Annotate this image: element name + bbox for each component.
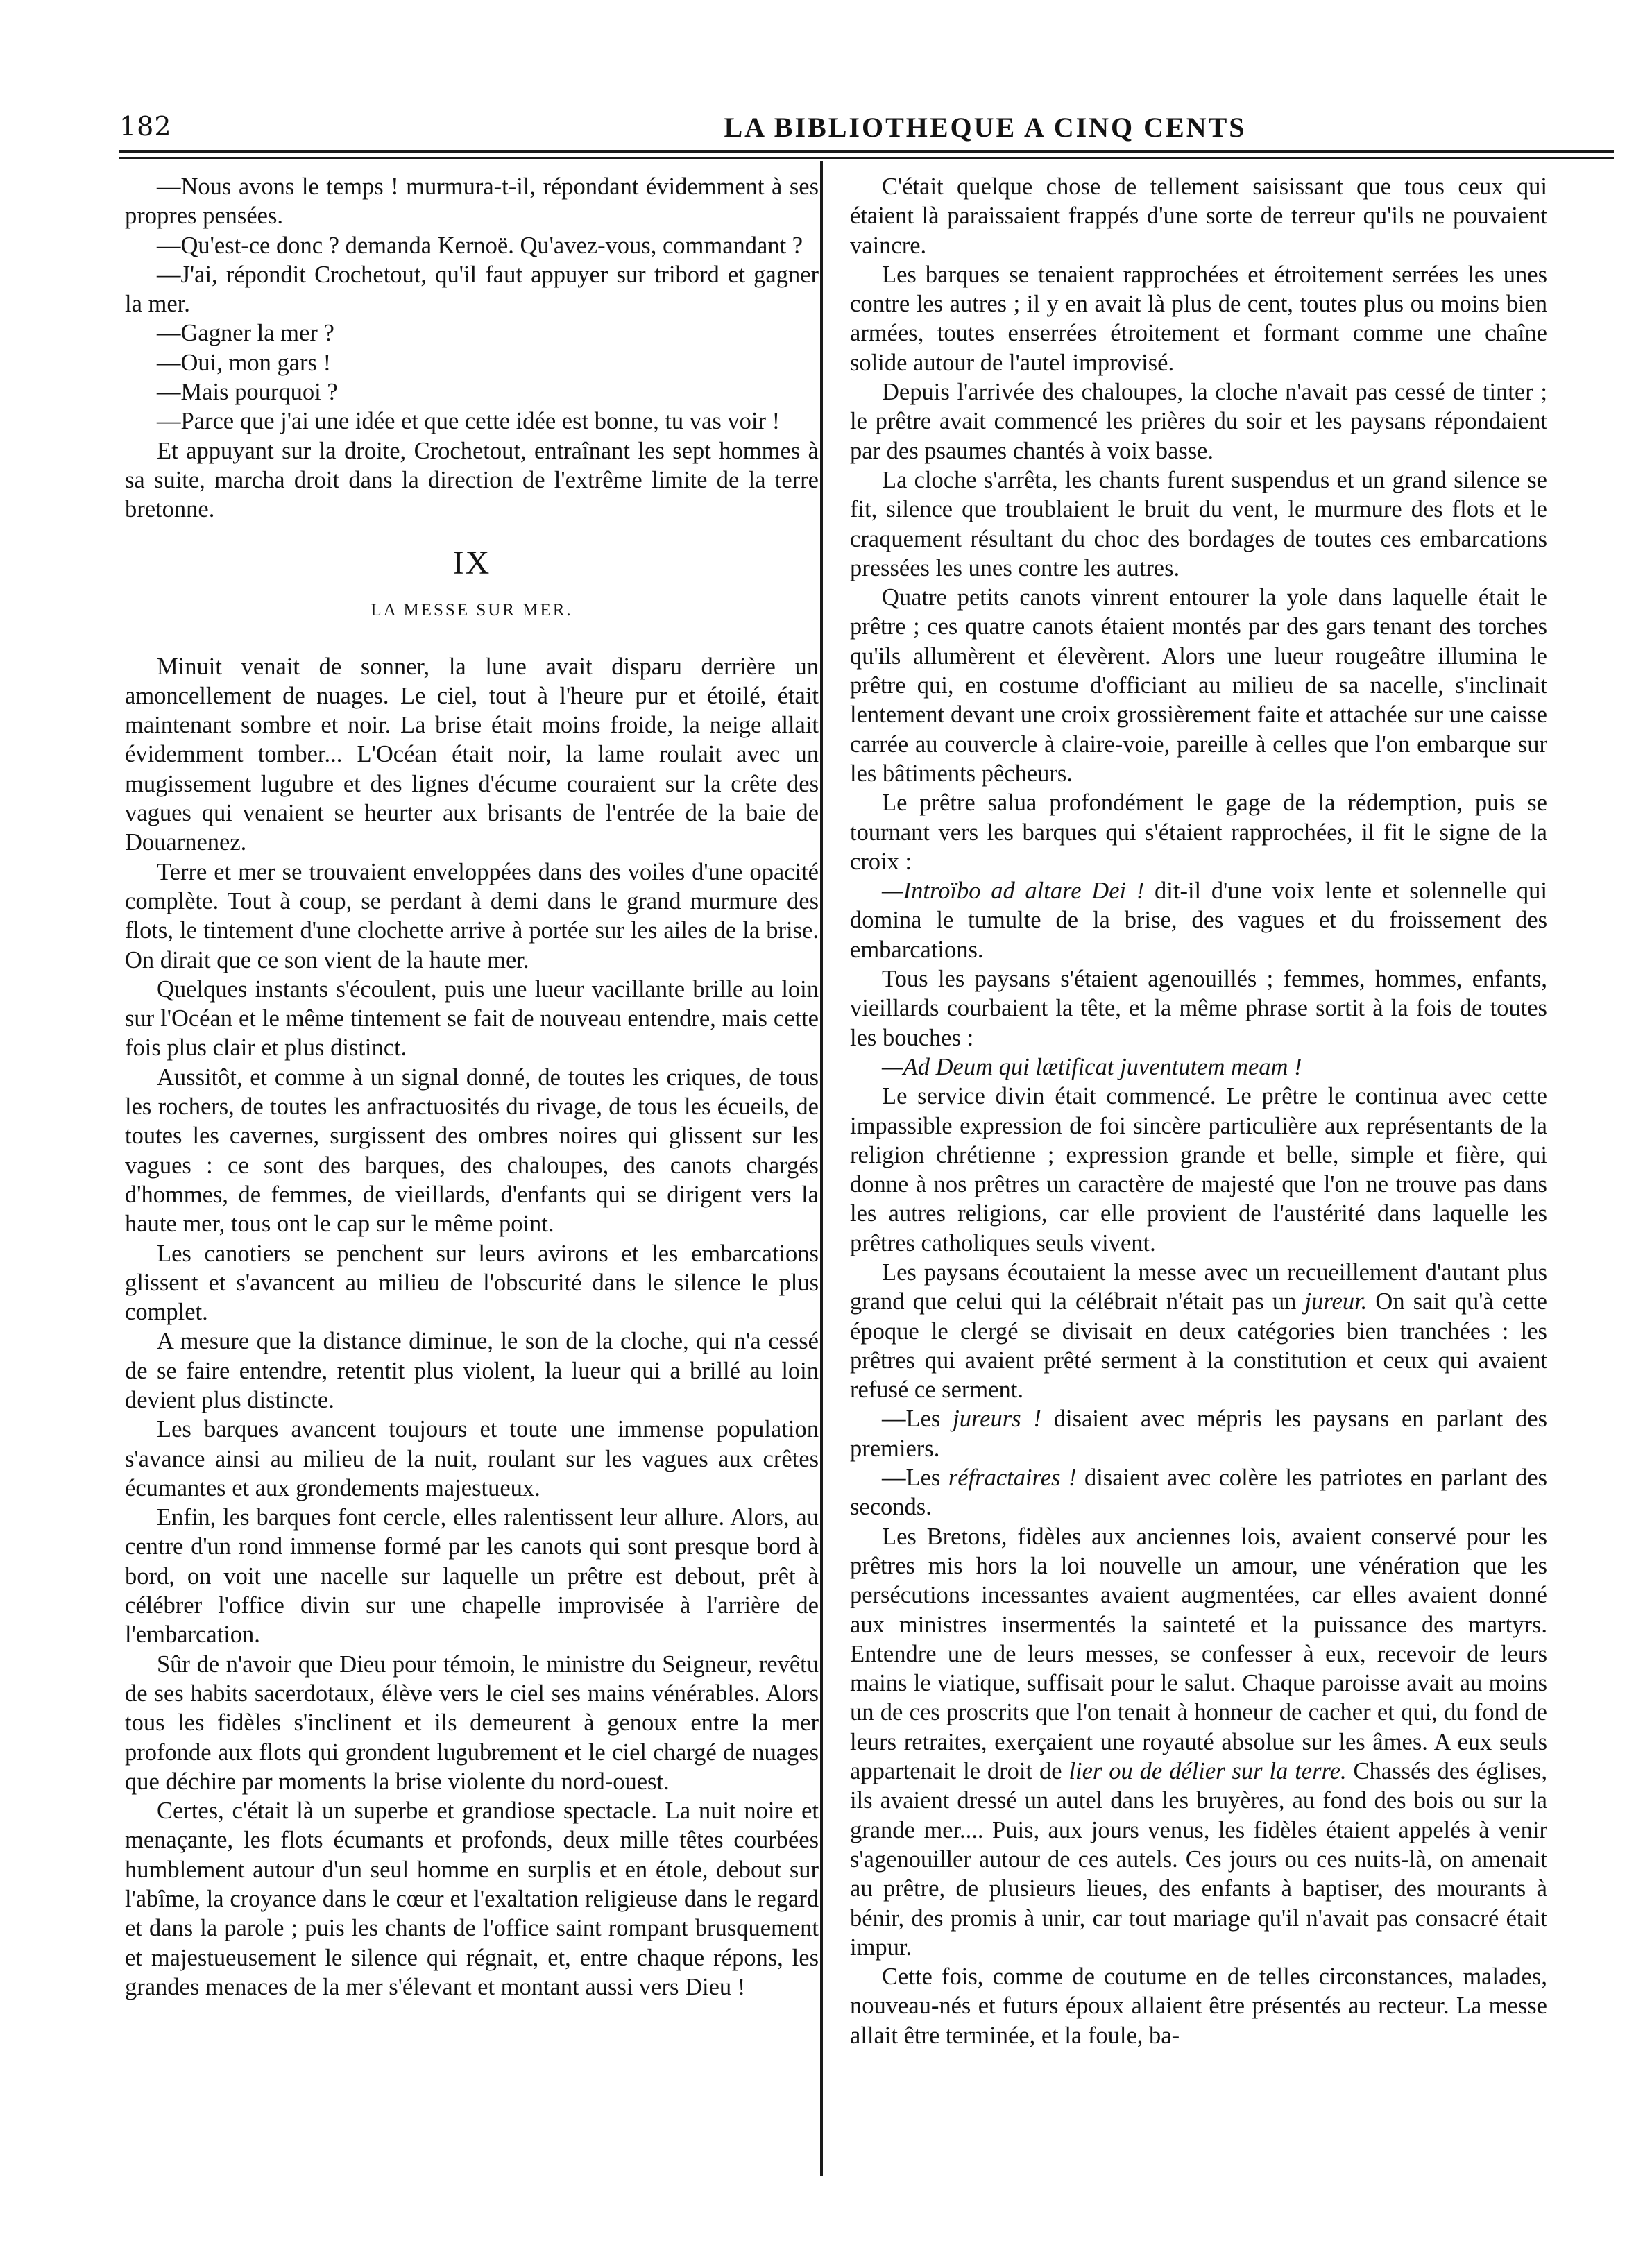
- latin-phrase: —Introïbo ad altare Dei !: [882, 878, 1145, 905]
- emphasis: lier ou de délier sur la terre.: [1068, 1758, 1347, 1785]
- paragraph: Et appuyant sur la droite, Crochetout, entraînant les sept hommes à sa suite, marcha droit dans la direction de l'extrême limite de la terre bretonne.: [125, 437, 819, 523]
- paragraph: Minuit venait de sonner, la lune avait disparu derrière un amoncellement de nuages. Le ciel, tout à l'heure pur et étoilé, était maintenant sombre et noir. La brise était moins froide, la neige allait évidemment tomber... L'Océan était noir, la lame roulait avec un mugissement lugubre et des lignes d'écume couraient sur la crête des vagues qui venaient se heurter aux brisants de l'entrée de la baie de Douarnenez.: [125, 653, 819, 856]
- paragraph-text: Les Bretons, fidèles aux anciennes lois, avaient conservé pour les prêtres mis hors la loi nouvelle un amour, une vénération que les persécutions incessantes avaient augmentées, car elles avaient donné aux ministres insermentés la sainteté et la puissance des martyrs. Entendre une de leurs messes, se confesser à eux, recevoir de leurs mains le viatique, suffisait pour le salut. Chaque paroisse avait au moins un de ces proscrits que l'on tenait à honneur de cacher et qui, du fond de leurs retraites, exerçaient une royauté absolue sur les âmes. A eux seuls appartenait le droit de: [850, 1523, 1547, 1785]
- paragraph: Le prêtre salua profondément le gage de la rédemption, puis se tournant vers les barques qui s'étaient rapprochées, il fit le signe de la croix :: [850, 790, 1547, 875]
- paragraph: —Oui, mon gars !: [157, 349, 332, 376]
- paragraph: [850, 1522, 1547, 1962]
- paragraph: La cloche s'arrêta, les chants furent suspendus et un grand silence se fit, silence que troublaient le bruit du vent, le murmure des flots et le craquement résultant du choc des bordages de toutes ces embarcations pressées les unes contre les autres.: [850, 466, 1547, 581]
- paragraph: A mesure que la distance diminue, le son de la cloche, qui n'a cessé de se faire entendre, retentit plus violent, la lueur qui a brillé au loin devient plus distincte.: [125, 1328, 819, 1413]
- chapter-number: IX: [452, 544, 491, 581]
- paragraph-text: dit-il d'une voix lente et solennelle qui domina le tumulte de la brise, des vagues et du froissement des embarcations.: [850, 878, 1548, 963]
- column-divider: [820, 161, 823, 2176]
- paragraph: —Gagner la mer ?: [157, 320, 334, 347]
- paragraph: Les canotiers se penchent sur leurs avirons et les embarcations glissent et s'avancent au milieu de l'obscurité dans le silence le plus complet.: [125, 1240, 819, 1326]
- paragraph-text: disaient avec colère les patriotes en parlant des seconds.: [850, 1465, 1548, 1521]
- paragraph: [850, 1258, 1547, 1404]
- paragraph: Quelques instants s'écoulent, puis une lueur vacillante brille au loin sur l'Océan et le même tintement se fait de nouveau entendre, mais cette fois plus clair et plus distinct.: [125, 975, 819, 1061]
- paragraph: Sûr de n'avoir que Dieu pour témoin, le ministre du Seigneur, revêtu de ses habits sacerdotaux, élève vers le ciel ses mains vénérables. Alors tous les fidèles s'inclinent et ils demeurent à genoux entre la mer profonde aux flots qui grondent lugubrement et le ciel chargé de nuages que déchire par moments la brise violente du nord-ouest.: [125, 1651, 819, 1795]
- paragraph: [850, 876, 1547, 964]
- paragraph-text: —Les: [882, 1465, 948, 1492]
- page-number: 182: [119, 111, 172, 142]
- paragraph-text: On sait qu'à cette époque le clergé se divisait en deux catégories bien tranchées : les prêtres qui avaient prêté serment à la constitution et ceux qui avaient refusé ce serment.: [850, 1288, 1547, 1404]
- emphasis: jureur.: [1304, 1288, 1368, 1315]
- paragraph-text: Les paysans écoutaient la messe avec un recueillement d'autant plus grand que celui qui la célébrait n'était pas un: [850, 1259, 1547, 1315]
- header-rule: [119, 150, 1614, 153]
- paragraph: Les barques se tenaient rapprochées et étroitement serrées les unes contre les autres ; il y en avait là plus de cent, toutes plus ou moins bien armées, toutes enserrées étroitement et formant comme une chaîne solide autour de l'autel improvisé.: [850, 261, 1547, 376]
- emphasis: réfractaires !: [948, 1465, 1077, 1492]
- paragraph: Tous les paysans s'étaient agenouillés ; femmes, hommes, enfants, vieillards courbaient la tête, et la même phrase sortit à la fois de toutes les bouches :: [850, 966, 1547, 1051]
- paragraph-text: disaient avec mépris les paysans en parlant des premiers.: [850, 1406, 1548, 1462]
- paragraph: Les barques avancent toujours et toute une immense population s'avance ainsi au milieu de la nuit, roulant sur les vagues aux crêtes écumantes et aux grondements majestueux.: [125, 1416, 819, 1501]
- right-column: [850, 172, 1547, 2050]
- paragraph: Le service divin était commencé. Le prêtre le continua avec cette impassible expression de foi sincère particulière aux représentants de la religion chrétienne ; expression grande et belle, simple et fière, qui donne à nos prêtres un caractère de majesté que l'on ne trouve pas dans les autres religions, car elle provient de l'austérité dans laquelle les prêtres catholiques seuls vivent.: [850, 1083, 1547, 1256]
- paragraph: —Mais pourquoi ?: [157, 379, 338, 406]
- paragraph: [850, 1052, 1547, 1082]
- paragraph: Enfin, les barques font cercle, elles ralentissent leur allure. Alors, au centre d'un rond immense formé par les canots qui sont presque bord à bord, on voit une nacelle sur laquelle un prêtre est debout, prêt à célébrer l'office divin sur une chapelle improvisée à l'arrière de l'embarcation.: [125, 1504, 819, 1648]
- paragraph: Quatre petits canots vinrent entourer la yole dans laquelle était le prêtre ; ces quatre canots étaient montés par des gars tenant des torches qu'ils allumèrent et élevèrent. Alors une lueur rougeâtre illumina le prêtre qui, en costume d'officiant au milieu de sa nacelle, s'inclinait lentement devant une croix grossièrement faite et attachée sur une caisse carrée au couvercle à claire-voie, pareille à celles que l'on embarque sur les bâtiments pêcheurs.: [850, 584, 1547, 787]
- paragraph: —Nous avons le temps ! murmura-t-il, répondant évidemment à ses propres pensées.: [125, 173, 819, 230]
- paragraph: Terre et mer se trouvaient enveloppées dans des voiles d'une opacité complète. Tout à coup, se perdant à demi dans le grand murmure des flots, le tintement d'une clochette arrive à portée sur les ailes de la brise. On dirait que ce son vient de la haute mer.: [125, 858, 819, 973]
- chapter-title: LA MESSE SUR MER.: [371, 600, 573, 620]
- paragraph: —Qu'est-ce donc ? demanda Kernoë. Qu'avez-vous, commandant ?: [157, 232, 803, 259]
- paragraph: Certes, c'était là un superbe et grandiose spectacle. La nuit noire et menaçante, les flots écumants et profonds, deux mille têtes courbées humblement autour d'un seul homme en surplis et en étole, debout sur l'abîme, la croyance dans le cœur et l'exaltation religieuse dans le regard et dans la parole ; puis les chants de l'office saint rompant brusquement et majestueusement le silence qui régnait, et, entre chaque répons, les grandes menaces de la mer s'élevant et montant aussi vers Dieu !: [125, 1798, 819, 2000]
- left-column: [125, 172, 819, 2002]
- paragraph: Aussitôt, et comme à un signal donné, de toutes les criques, de tous les rochers, de toutes les anfractuosités du rivage, de tous les écueils, de toutes les cavernes, surgissent des ombres noires qui glissent sur les vagues : ce sont des barques, des chaloupes, des canots chargés d'hommes, de femmes, de vieillards, d'enfants qui se dirigent vers la haute mer, tous ont le cap sur le même point.: [125, 1064, 819, 1238]
- paragraph-text: Chassés des églises, ils avaient dressé un autel dans les bruyères, au fond des bois ou sur la grande mer.... Puis, aux jours venus, les fidèles étaient appelés à venir s'agenouiller autour de ces autels. Ces jours ou ces nuits-là, on amenait au prêtre, de plusieurs lieues, des enfants à baptiser, des mourants à bénir, des promis à unir, car tout mariage qu'il n'avait pas consacré était impur.: [850, 1758, 1547, 1961]
- paragraph: [850, 1463, 1547, 1522]
- paragraph: —Parce que j'ai une idée et que cette idée est bonne, tu vas voir !: [157, 408, 781, 435]
- paragraph: Cette fois, comme de coutume en de telles circonstances, malades, nouveau-nés et futurs époux allaient être présentés au recteur. La messe allait être terminée, et la foule, ba-: [850, 1963, 1547, 2049]
- paragraph: Depuis l'arrivée des chaloupes, la cloche n'avait pas cessé de tinter ; le prêtre avait commencé les prières du soir et les paysans répondaient par des psaumes chantés à voix basse.: [850, 379, 1547, 464]
- paragraph: [850, 1404, 1547, 1463]
- paragraph: —J'ai, répondit Crochetout, qu'il faut appuyer sur tribord et gagner la mer.: [125, 261, 819, 318]
- latin-phrase: —Ad Deum qui lætificat juventutem meam !: [882, 1053, 1302, 1080]
- running-title: LA BIBLIOTHEQUE A CINQ CENTS: [724, 112, 1247, 143]
- header-rule-thin: [119, 157, 1614, 159]
- paragraph-text: —Les: [882, 1406, 953, 1433]
- emphasis: jureurs !: [953, 1406, 1041, 1433]
- paragraph: C'était quelque chose de tellement saisissant que tous ceux qui étaient là paraissaient frappés d'une sorte de terreur qu'ils ne pouvaient vaincre.: [850, 173, 1547, 259]
